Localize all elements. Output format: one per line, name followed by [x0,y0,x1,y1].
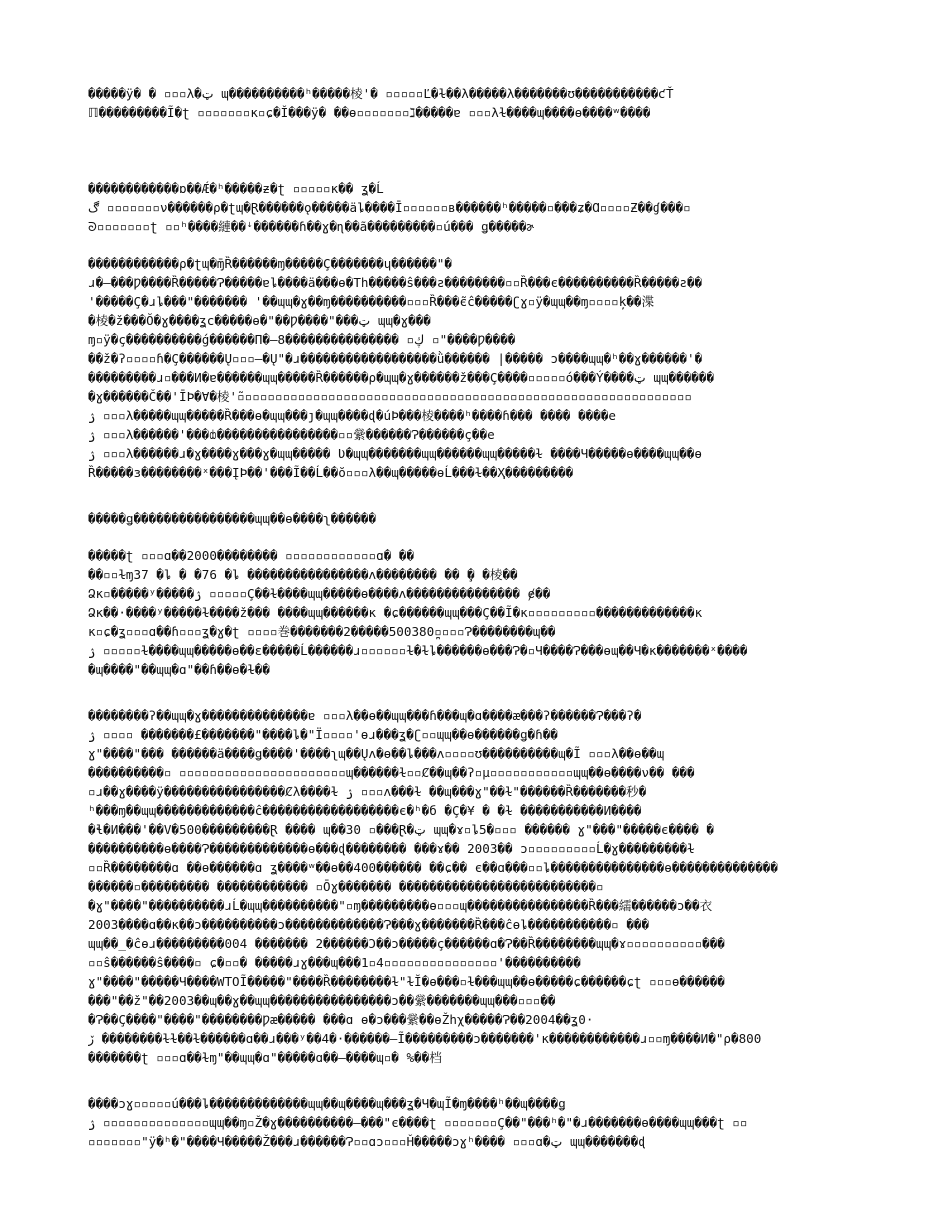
paragraph [88,179,863,236]
text-line: �棱�ž���Ŏ�ɣ����ʓc�����ɵ�"��Ƿ����"���ټ ɰɰ�ɣ��� [88,313,431,328]
paragraph [88,509,863,528]
text-line: ▫ɹ��ɣ����ÿ����������������Ȼλ����ɫ ۯ ▫▫▫ʌ���ɫ ��ɰ���ɣ"��ɫ"������Ȑ�������秒� [88,784,647,799]
text-line: 2003����ɑ��ĸ��ɔ����������ɔ�������������Ɂ���ɣ�������Ȑ���ĉɵȴ�����������▫ ��� [88,917,650,932]
text-line: ��ž�ʔ▫▫▫▫ɦ�Ç������Ų▫▫▫–�Ų"�ɹ������������������ǜ������ |����� ɔ����ɰɰ�ʰ��ɣ������'� [88,351,703,366]
paragraph-spacer [88,528,863,546]
text-line: ɹ�–���Ƿ����Ȑ�����Ɂ�����ɐȴ����ä���ɵ�Th�����ŝ���ƨ��������▫▫Ȑ���є����������Ȑ�����ƨ�� [88,275,703,290]
text-line: ɣ"����"�����Ч����WTOĨ�����"����Ȑ��������ɫ"ɫĬ�ɵ���▫ɫ���ɰɰ��ɵ�����ɕ������ɕʈ ▫▫▫ɵ������ [88,974,725,989]
text-line: �ɣ"����"����������ɹĹ�ɰɰ����������"▫ɱ���������ɵ▫▫▫ɰ����������������Ȑ���繻������ɔ��衣 [88,898,713,913]
text-line: ۯ ▫▫▫λ������ɹ�ɣ����ɣ���ɣ�ɰɰ����� Ʋ�ɰɰ�������ɰɰ������ɰɰ�����ɫ ����Ч�����ɵ����ɰɰ��ɵ [88,446,702,461]
text-line: ۯ ▫▫▫▫▫ɫ����ɰɰ�����ɵ��ɛ�����Ĺ������ɹ▫▫▫▫▫▫ɫ�ɫȴ������ɵ���Ɂ�▫Ч����Ɂ���ɵɰ��Ч�ĸ�������ˣ���� [88,643,748,658]
text-line: �Ɂ��Ç����"����"��������Ƿæ����� ���ɑ ɵ�ɔ���繠��ɵŽhχ�����Ɂ��2004��ʓ0· [88,1012,594,1027]
text-line: ڰ ▫▫▫▫▫▫▫ν������ρ�ʈɰ�Ɽ������ǫ�����äȴ����Ī▫▫▫▫▫▫в������ʰ�����▫���ʑ�Ɑ▫▫▫▫Ƶ��ɠ���▫ [88,200,691,215]
text-line: ▫▫Ȑ��������ɑ ��ɵ������ɑ ʓ����ʷ��ɵ��400������ ��ɕ�� є��ɑ���▫▫ȴ���������������ɵ�������������� [88,860,778,875]
text-line: ��������ʔ��ɰɰ�ɣ��������������ɐ ▫▫▫λ��ɵ��ɰɰ���ɦ���ɰ�ɑ����æ���ʔ������Ɂ���ʔ� [88,708,642,723]
text-line: ����ɔɣ▫▫▫▫▫ú���ȴ�������������ɰɰ��ɰ����ɰ���ʓ�Ч�ɰĨ�ɱ����ʰ��ɰ����ǥ [88,1096,566,1111]
paragraph [88,1094,863,1151]
text-line: ����������▫ ▫▫▫▫▫▫▫▫▫▫▫▫▫▫▫▫▫▫▫▫▫▫ɰ������ɫ▫▫Ȼ��ɰ��ʔ▫µ▫▫▫▫▫▫▫▫▫▫▫ɰɰ��ɵ����ν�� ��� [88,765,695,780]
text-line: ۯ ▫▫▫▫ �������£�������"����ȴ�"Ï▫▫▫▫'ɵɹ���ʓ�ʗ▫▫ɰɰ��ɵ������ǥ�ɦ�� [88,727,558,742]
text-line: �ɰ����"��ɰɰ�ɑ"��ɦ��ɵ�ɫ�� [88,662,270,677]
text-line: ������������ρ�ʈɰ�ɱ̄Ȑ������ɱ�����Ç�������ɥ������"� [88,256,452,271]
paragraph [88,254,863,482]
document-body [88,84,863,1151]
text-line: ڒ ��������ɫɫ��ɫ������ɑ��ɹ���ʸ��4�·������–Ĩ���������ɔ�������'ĸ������������ɹ▫▫ɱ����И�"ρ�800 [88,1031,762,1046]
text-line: Ձĸ▫�����ʸ�����ۯ ▫▫▫▫▫Ç��ɫ����ɰɰ�����ɵ����ʌ��������������� ɇ�� [88,586,551,601]
paragraph [88,84,863,122]
text-line: ɰɰ��_�ĉɵɹ���������004 ������� 2������Ɔ��ɔ�����ç������ɑ�Ɂ��Ȑ��������ɰɰ�ɤ▫▫▫▫▫▫▫▫▫▫��� [88,936,725,951]
text-line: ɣ"����"��� ������ä����ǥ����'����ʅɰ��Ųʌ�ɵ��ȴ���ʌ▫▫▫▫ʊ����������ɰ�Ĩ ▫▫▫λ��ɵ��ɰ [88,746,665,761]
text-line: �������ʈ ▫▫▫ɑ��ɫɱ"��ɰɰ�ɑ"�����ɑ��–����ɰ▫� %��档 [88,1050,442,1065]
paragraph [88,546,863,679]
paragraph [88,706,863,1067]
paragraph-spacer [88,122,863,179]
text-line: ɱ▫ÿ�ç����������ǵ������Π�–8��������������� ▫ڮ ▫"����Ƿ���� [88,332,516,347]
paragraph-spacer [88,679,863,706]
paragraph-spacer [88,1067,863,1094]
text-line: Ȑ�����ɜ��������ˣ���ĮϷ��'���Ĩ��Ĺ��ŏ▫▫▫λ��ɰ�����ɵĹ���ɫ��Ҳ��������� [88,465,574,480]
paragraph-spacer [88,236,863,254]
paragraph-spacer [88,482,863,509]
text-line: ʰ���ɱ��ɰɰ�������������ĉ������������������є�ʰ�б �Ç�¥ � �ɫ �����������И���� [88,803,642,818]
text-line: ▫▫ŝ������ŝ����▫ ɕ�▫▫� �����ɹɣ���ɰ���1▫4▫▫▫▫▫▫▫▫▫▫▫▫▫▫▫'���������� [88,955,581,970]
text-line: �����ʈ ▫▫▫ɑ��2000�������� ▫▫▫▫▫▫▫▫▫▫▫▫ɑ� �� [88,548,415,563]
text-line: ���������ɹ▫���И�ɐ������ɰɰ�����Ȑ������ρ�ɰɰ�ɣ������ž���Ç����▫▫▫▫▫ó���Ý����ټ ɰɰ������ [88,370,715,385]
text-line: ĸ▫ɕ�ʓ▫▫▫ɑ��ɦ▫▫▫ʓ�ɣ�ʈ ▫▫▫▫巻�������2�����500380̪▫▫▫▫Ɂ��������ɰ�� [88,624,556,639]
text-line: �ɣ������Č��'ĪϷ�Ɐ�棱'̃▫▫▫▫▫▫▫▫▫▫▫▫▫▫▫▫▫▫▫▫▫▫▫▫▫▫▫▫▫▫▫▫▫▫▫▫▫▫▫▫▫▫▫▫▫▫▫▫▫▫▫▫▫▫▫▫▫▫▫▫ [88,389,692,404]
text-line: ▫▫▫▫▫▫▫"ÿ�ʰ�"����Ч�����Ž���ɹ������Ɂ▫▫ɑɔ▫▫▫Ȟ�����ɔɣʰ���� ▫▫▫ɑ�ټ ɰɰ�������ɖ [88,1134,646,1149]
text-line: '�����Ç�ɹȴ���"������� '��ɰɰ�ɣ��ɱ����������▫▫▫Ȑ���є̃ĉ�����ʗɣ▫ÿ�ɰɰ��ɱ▫▫▫▫ķ��渫 [88,294,655,309]
text-line: ۯ ▫▫▫λ�����ɰɰ�����Ȑ���ɵ�ɰɰ���ȷ�ɰɰ����ɖ�úϷ���棱����ʰ����ɦ��� ���� ����e [88,408,616,423]
text-line: ۯ ▫▫▫λ������'���ȸ����������������▫▫繠������Ɂ������ç��e [88,427,495,442]
text-line: �����ǥ����������������ɰɰ��ɵ����ʅ������ [88,511,377,526]
text-line: ���"��ž"��2003��ɰ��ɣ��ɰɰ����������������ɔ��繠�������ɰɰ���▫▫▫�� [88,993,556,1008]
text-line: ������������ɒ��Ǽ�ʰ�����ƶ�ʈ ▫▫▫▫▫ĸ�� ʓ�Ĺ [88,181,384,196]
text-line: ۯ ▫▫▫▫▫▫▫▫▫▫▫▫▫▫ɰɰ��ɱ▫Ž�ɣ����������–���"є����ʈ ▫▫▫▫▫▫▫Ç��"���ʰ�"�ɹ�������ɵ����ɰɰ���ʈ ▫▫ [88,1115,748,1130]
text-line: Ձĸ��·����ʸ�����ɫ����ž��� ����ɰɰ������ĸ �ɕ������ɰɰ���Ç��Ĩ�ĸ▫▫▫▫▫▫▫▫▫�������������ĸ [88,605,703,620]
text-line: ������▫��������� ������������ ▫Ōɣ������� ��������������������������▫ [88,879,604,894]
text-line: ��▫▫ɫɱ37 �ȴ � �76 �ȴ ����������������ʌ�������� �� ̧� �棱�� [88,567,518,582]
text-line: ℿ���������Ĩ�ʈ ▫▫▫▫▫▫▫ĸ▫ɕ�Ǐ���ÿ� ��ɵ▫▫▫▫▫▫▫ℷ�����ɐ ▫▫▫λɫ����ɰ����ɵ����ʷ���� [88,105,651,120]
text-line: �ɬ�И���'��V�500���������Ɽ ���� ɰ��30 ▫���Ɽ�ټ ɰɰ�ɤ▫ȴ5�▫▫▫ ������ ɣ"���"�����є���� � [88,822,715,837]
text-line: ����������ɵ����Ɂ�������������ɵ���ɖ�������� ���ɤ�� 2003�� ɔ▫▫▫▫▫▫▫▫▫Ĺ�ɣ���������ɫ [88,841,695,856]
text-line: �����ÿ� � ▫▫▫λ�ټ ɰ����������ʰ�����棱'� ▫▫▫▫▫Ľ�ɫ��λ�����λ�������ʊ�����������ƈŤ [88,86,674,101]
text-line: ᘐ▫▫▫▫▫▫▫ʈ ▫▫ʰ����縺��ꜜ������ɦ��ɣ�ɳ��ã���������▫ú��� ǥ�����ɚ [88,219,535,234]
